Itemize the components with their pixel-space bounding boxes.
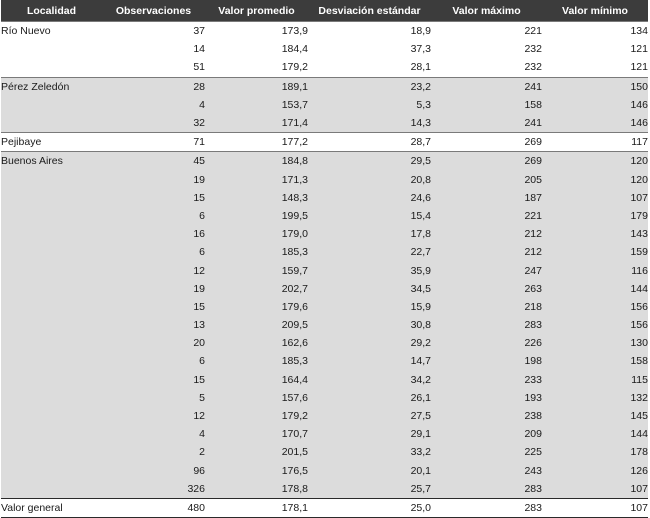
cell-desviacion-estandar: 15,9 <box>308 298 431 316</box>
table-row <box>1 77 648 96</box>
cell-localidad <box>1 298 102 316</box>
cell-desviacion-estandar: 34,2 <box>308 371 431 389</box>
cell-valor-maximo: 205 <box>431 171 542 189</box>
cell-desviacion-estandar: 29,1 <box>308 425 431 443</box>
cell-localidad <box>1 480 102 499</box>
cell-valor-maximo: 243 <box>431 462 542 480</box>
cell-desviacion-estandar: 35,9 <box>308 261 431 279</box>
cell-localidad <box>1 334 102 352</box>
cell-observaciones: 5 <box>102 389 205 407</box>
cell-observaciones: 45 <box>102 152 205 171</box>
cell-desviacion-estandar: 14,7 <box>308 352 431 370</box>
cell-valor-promedio: 179,6 <box>205 298 308 316</box>
table-header <box>1 0 648 22</box>
cell-localidad: Buenos Aires <box>1 152 102 171</box>
cell-observaciones: 4 <box>102 96 205 114</box>
cell-valor-promedio: 185,3 <box>205 243 308 261</box>
cell-observaciones: 6 <box>102 207 205 225</box>
cell-valor-promedio: 179,2 <box>205 407 308 425</box>
cell-valor-minimo: 117 <box>542 133 648 152</box>
cell-valor-promedio: 157,6 <box>205 389 308 407</box>
header-desviacion-estandar: Desviación estándar <box>308 0 431 22</box>
cell-observaciones: 6 <box>102 243 205 261</box>
cell-valor-maximo: 221 <box>431 207 542 225</box>
cell-observaciones: 37 <box>102 22 205 41</box>
table-row <box>1 280 648 298</box>
locality-group <box>1 77 648 133</box>
cell-desviacion-estandar: 28,7 <box>308 133 431 152</box>
cell-localidad <box>1 352 102 370</box>
cell-localidad: Pejibaye <box>1 133 102 152</box>
cell-valor-minimo: 116 <box>542 261 648 279</box>
table-row <box>1 462 648 480</box>
cell-valor-minimo: 146 <box>542 114 648 133</box>
header-valor-promedio: Valor promedio <box>205 0 308 22</box>
cell-desviacion-estandar: 20,8 <box>308 171 431 189</box>
cell-valor-maximo: 283 <box>431 316 542 334</box>
cell-valor-maximo: 241 <box>431 114 542 133</box>
cell-valor-minimo: 158 <box>542 352 648 370</box>
cell-localidad <box>1 407 102 425</box>
total-observaciones: 480 <box>102 498 205 517</box>
total-valor-promedio: 178,1 <box>205 498 308 517</box>
cell-valor-maximo: 269 <box>431 152 542 171</box>
cell-valor-minimo: 178 <box>542 443 648 461</box>
cell-valor-minimo: 115 <box>542 371 648 389</box>
cell-observaciones: 96 <box>102 462 205 480</box>
statistics-table <box>1 0 648 518</box>
table-row <box>1 425 648 443</box>
cell-observaciones: 12 <box>102 261 205 279</box>
cell-valor-minimo: 134 <box>542 22 648 41</box>
cell-valor-maximo: 226 <box>431 334 542 352</box>
cell-valor-maximo: 241 <box>431 77 542 96</box>
table-row <box>1 171 648 189</box>
cell-localidad <box>1 389 102 407</box>
cell-valor-promedio: 184,4 <box>205 40 308 58</box>
table-row <box>1 96 648 114</box>
table-row <box>1 316 648 334</box>
cell-valor-minimo: 107 <box>542 480 648 499</box>
cell-observaciones: 20 <box>102 334 205 352</box>
cell-valor-minimo: 121 <box>542 40 648 58</box>
header-observaciones: Observaciones <box>102 0 205 22</box>
table-row <box>1 480 648 499</box>
cell-desviacion-estandar: 23,2 <box>308 77 431 96</box>
cell-desviacion-estandar: 20,1 <box>308 462 431 480</box>
cell-valor-promedio: 189,1 <box>205 77 308 96</box>
cell-observaciones: 32 <box>102 114 205 133</box>
locality-group <box>1 22 648 78</box>
cell-localidad <box>1 371 102 389</box>
table-row <box>1 389 648 407</box>
cell-localidad <box>1 189 102 207</box>
cell-valor-promedio: 162,6 <box>205 334 308 352</box>
cell-valor-promedio: 148,3 <box>205 189 308 207</box>
cell-valor-promedio: 159,7 <box>205 261 308 279</box>
cell-desviacion-estandar: 22,7 <box>308 243 431 261</box>
cell-localidad <box>1 443 102 461</box>
cell-valor-promedio: 153,7 <box>205 96 308 114</box>
header-localidad: Localidad <box>1 0 102 22</box>
table-row <box>1 443 648 461</box>
header-row <box>1 0 648 22</box>
cell-localidad <box>1 243 102 261</box>
cell-localidad: Pérez Zeledón <box>1 77 102 96</box>
cell-valor-promedio: 171,4 <box>205 114 308 133</box>
cell-valor-maximo: 238 <box>431 407 542 425</box>
cell-observaciones: 2 <box>102 443 205 461</box>
cell-localidad <box>1 425 102 443</box>
cell-valor-minimo: 126 <box>542 462 648 480</box>
cell-valor-promedio: 179,2 <box>205 58 308 77</box>
locality-group <box>1 133 648 152</box>
cell-valor-maximo: 193 <box>431 389 542 407</box>
cell-localidad <box>1 261 102 279</box>
cell-valor-promedio: 177,2 <box>205 133 308 152</box>
total-row <box>1 498 648 517</box>
cell-valor-minimo: 132 <box>542 389 648 407</box>
cell-observaciones: 326 <box>102 480 205 499</box>
table-row <box>1 189 648 207</box>
cell-desviacion-estandar: 27,5 <box>308 407 431 425</box>
cell-localidad: Río Nuevo <box>1 22 102 41</box>
cell-valor-minimo: 159 <box>542 243 648 261</box>
cell-valor-maximo: 209 <box>431 425 542 443</box>
cell-valor-promedio: 164,4 <box>205 371 308 389</box>
cell-valor-minimo: 130 <box>542 334 648 352</box>
cell-desviacion-estandar: 5,3 <box>308 96 431 114</box>
cell-localidad <box>1 280 102 298</box>
total-desviacion-estandar: 25,0 <box>308 498 431 517</box>
cell-desviacion-estandar: 26,1 <box>308 389 431 407</box>
cell-valor-minimo: 143 <box>542 225 648 243</box>
cell-valor-minimo: 146 <box>542 96 648 114</box>
cell-valor-promedio: 171,3 <box>205 171 308 189</box>
cell-desviacion-estandar: 18,9 <box>308 22 431 41</box>
table-row <box>1 207 648 225</box>
cell-valor-minimo: 120 <box>542 152 648 171</box>
total-section <box>1 498 648 517</box>
cell-valor-promedio: 170,7 <box>205 425 308 443</box>
cell-observaciones: 28 <box>102 77 205 96</box>
cell-valor-minimo: 144 <box>542 280 648 298</box>
table-row <box>1 58 648 77</box>
table-row <box>1 114 648 133</box>
cell-valor-maximo: 247 <box>431 261 542 279</box>
table-row <box>1 298 648 316</box>
header-valor-maximo: Valor máximo <box>431 0 542 22</box>
cell-valor-maximo: 198 <box>431 352 542 370</box>
cell-valor-minimo: 121 <box>542 58 648 77</box>
table-row <box>1 133 648 152</box>
cell-observaciones: 13 <box>102 316 205 334</box>
cell-valor-promedio: 209,5 <box>205 316 308 334</box>
cell-localidad <box>1 462 102 480</box>
cell-valor-maximo: 225 <box>431 443 542 461</box>
cell-localidad <box>1 316 102 334</box>
cell-observaciones: 4 <box>102 425 205 443</box>
table-row <box>1 407 648 425</box>
cell-valor-promedio: 184,8 <box>205 152 308 171</box>
cell-observaciones: 14 <box>102 40 205 58</box>
cell-valor-maximo: 263 <box>431 280 542 298</box>
cell-valor-maximo: 212 <box>431 243 542 261</box>
locality-group <box>1 152 648 499</box>
cell-desviacion-estandar: 14,3 <box>308 114 431 133</box>
cell-valor-minimo: 120 <box>542 171 648 189</box>
cell-valor-maximo: 283 <box>431 480 542 499</box>
cell-observaciones: 15 <box>102 298 205 316</box>
cell-observaciones: 19 <box>102 171 205 189</box>
cell-valor-promedio: 201,5 <box>205 443 308 461</box>
table-row <box>1 261 648 279</box>
cell-valor-maximo: 158 <box>431 96 542 114</box>
cell-valor-maximo: 212 <box>431 225 542 243</box>
cell-valor-maximo: 269 <box>431 133 542 152</box>
total-valor-maximo: 283 <box>431 498 542 517</box>
table-row <box>1 352 648 370</box>
cell-valor-maximo: 232 <box>431 58 542 77</box>
cell-valor-promedio: 202,7 <box>205 280 308 298</box>
cell-localidad <box>1 96 102 114</box>
table-row <box>1 225 648 243</box>
cell-valor-promedio: 176,5 <box>205 462 308 480</box>
cell-valor-minimo: 156 <box>542 316 648 334</box>
cell-valor-maximo: 233 <box>431 371 542 389</box>
total-valor-minimo: 107 <box>542 498 648 517</box>
cell-valor-minimo: 156 <box>542 298 648 316</box>
cell-observaciones: 15 <box>102 189 205 207</box>
cell-valor-maximo: 232 <box>431 40 542 58</box>
cell-localidad <box>1 225 102 243</box>
cell-observaciones: 19 <box>102 280 205 298</box>
cell-desviacion-estandar: 28,1 <box>308 58 431 77</box>
cell-desviacion-estandar: 34,5 <box>308 280 431 298</box>
cell-observaciones: 71 <box>102 133 205 152</box>
cell-desviacion-estandar: 24,6 <box>308 189 431 207</box>
table-row <box>1 371 648 389</box>
cell-desviacion-estandar: 29,2 <box>308 334 431 352</box>
cell-desviacion-estandar: 15,4 <box>308 207 431 225</box>
table-row <box>1 334 648 352</box>
cell-valor-promedio: 199,5 <box>205 207 308 225</box>
cell-valor-minimo: 107 <box>542 189 648 207</box>
cell-valor-promedio: 178,8 <box>205 480 308 499</box>
cell-desviacion-estandar: 37,3 <box>308 40 431 58</box>
cell-valor-minimo: 150 <box>542 77 648 96</box>
cell-observaciones: 51 <box>102 58 205 77</box>
cell-desviacion-estandar: 25,7 <box>308 480 431 499</box>
cell-valor-promedio: 185,3 <box>205 352 308 370</box>
cell-observaciones: 12 <box>102 407 205 425</box>
cell-localidad <box>1 58 102 77</box>
cell-valor-minimo: 144 <box>542 425 648 443</box>
header-valor-minimo: Valor mínimo <box>542 0 648 22</box>
cell-localidad <box>1 40 102 58</box>
cell-valor-minimo: 145 <box>542 407 648 425</box>
table-row <box>1 243 648 261</box>
cell-valor-maximo: 221 <box>431 22 542 41</box>
cell-observaciones: 6 <box>102 352 205 370</box>
cell-desviacion-estandar: 29,5 <box>308 152 431 171</box>
table-row <box>1 152 648 171</box>
cell-desviacion-estandar: 17,8 <box>308 225 431 243</box>
cell-observaciones: 15 <box>102 371 205 389</box>
cell-valor-promedio: 179,0 <box>205 225 308 243</box>
cell-valor-promedio: 173,9 <box>205 22 308 41</box>
cell-valor-minimo: 179 <box>542 207 648 225</box>
cell-observaciones: 16 <box>102 225 205 243</box>
cell-localidad <box>1 207 102 225</box>
table-row <box>1 22 648 41</box>
cell-desviacion-estandar: 30,8 <box>308 316 431 334</box>
table-row <box>1 40 648 58</box>
total-label: Valor general <box>1 498 102 517</box>
cell-valor-maximo: 187 <box>431 189 542 207</box>
cell-localidad <box>1 114 102 133</box>
cell-localidad <box>1 171 102 189</box>
cell-desviacion-estandar: 33,2 <box>308 443 431 461</box>
cell-valor-maximo: 218 <box>431 298 542 316</box>
